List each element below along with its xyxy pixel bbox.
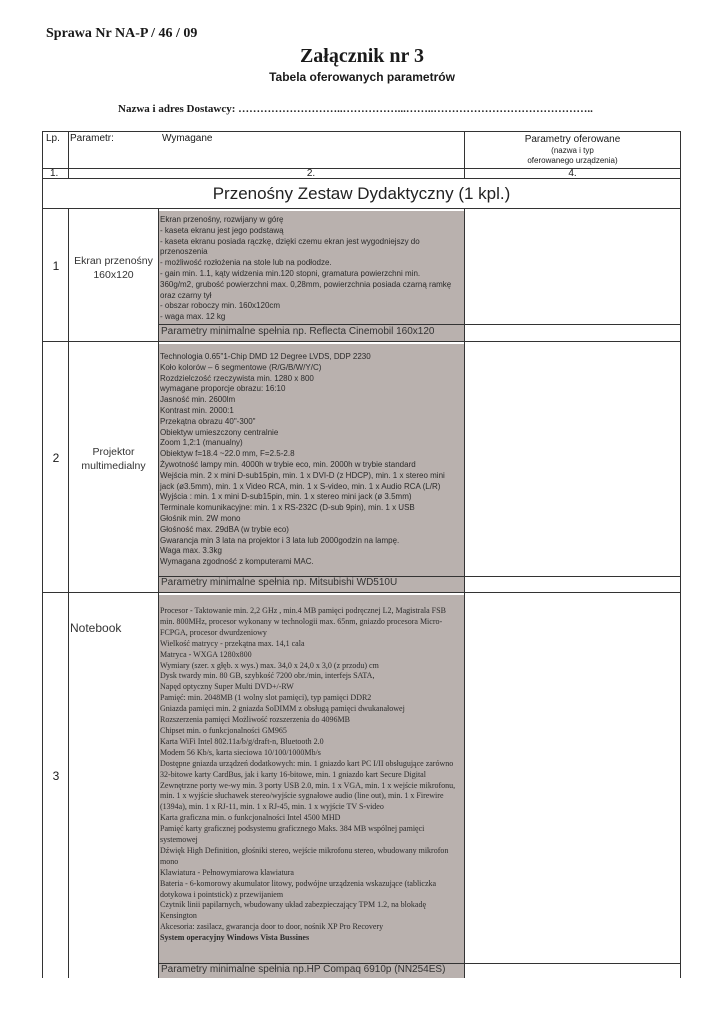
row-3-spec	[160, 606, 462, 944]
spec-line: Czytnik linii papilarnych, wbudowany układ zabezpieczający TPM 1.2, na blokadę	[160, 900, 426, 910]
col-lp-header: Lp.	[46, 133, 60, 144]
spec-line: Ekran przenośny, rozwijany w górę	[160, 215, 284, 224]
spec-line: Modem 56 Kb/s, karta sieciowa 10/100/1000Mb/s	[160, 747, 321, 757]
spec-line: Żywotność lampy min. 4000h w trybie eco, min. 2000h w trybie standard	[160, 459, 416, 469]
spec-line: Wielkość matrycy - przekątna max. 14,1 cala	[160, 638, 305, 648]
spec-line: Pamięć karty graficznej podsystemu graficznego Maks. 384 MB wspólnej pamięci	[160, 824, 425, 834]
row-3-name-line-1: Notebook	[70, 621, 122, 635]
spec-line: Głośność max. 29dBA (w trybie eco)	[160, 524, 289, 534]
spec-line: - waga max. 12 kg	[160, 312, 226, 322]
spec-line: Karta WiFi Intel 802.11a/b/g/draft-n, Bluetooth 2.0	[160, 736, 324, 746]
page-title: Załącznik nr 3	[299, 45, 425, 67]
section-title: Przenośny Zestaw Dydaktyczny (1 kpl.)	[212, 184, 511, 203]
row-2-minimum: Parametry minimalne spełnia np. Mitsubishi WD510U	[161, 577, 398, 588]
row-3-minimum: Parametry minimalne spełnia np.HP Compaq 6910p (NN254ES)	[161, 964, 446, 975]
spec-line: Obiektyw f=18.4 ~22.0 mm, F=2.5-2.8	[160, 449, 295, 459]
row-1-name-line-1: Ekran przenośny	[74, 255, 153, 267]
spec-line: Procesor - Taktowanie min. 2,2 GHz , min.4 MB pamięci podręcznej L2, Magistrala FSB	[160, 606, 446, 615]
col-number-2: 2.	[306, 168, 316, 179]
spec-line: Kontrast min. 2000:1	[160, 405, 234, 415]
col-offered-header: Parametry oferowane	[524, 134, 621, 145]
parameters-table	[42, 131, 681, 978]
spec-line: Matryca - WXGA 1280x800	[160, 649, 252, 659]
col-offered-sub-1: (nazwa i typ	[551, 146, 594, 155]
row-1-name-line-2: 160x120	[93, 269, 134, 281]
spec-line: jack (ø3.5mm), min. 1 x Video RCA, min. 1 x S-video, min. 1 x Audio RCA (L/R)	[160, 481, 441, 491]
spec-line: - kaseta ekranu jest jego podstawą	[160, 225, 284, 235]
spec-line: min. 800MHz, procesor wykonany w technologii max. 65nm, gniazdo procesora Micro-	[160, 616, 443, 626]
spec-line: Akcesoria: zasilacz, gwarancja door to door, nośnik XP Pro Recovery	[160, 922, 384, 932]
spec-line: Karta graficzna min. o funkcjonalności Intel 4500 MHD	[160, 813, 341, 823]
col-required-header: Wymagane	[162, 133, 213, 144]
spec-line: Wymiary (szer. x głęb. x wys.) max. 34,0 x 24,0 x 3,0 (z przodu) cm	[160, 660, 379, 670]
spec-line: Dźwięk High Definition, głośniki stereo, wejście mikrofonu stereo, wbudowany mikrofon	[160, 845, 449, 855]
supplier-line: Nazwa i adres Dostawcy: ………………………..……………...……..……………………………………..	[118, 103, 593, 115]
spec-line: - kaseta ekranu posiada rączkę, dzięki czemu ekran jest wygodniejszy do	[160, 236, 420, 246]
spec-line: Terminale komunikacyjne: min. 1 x RS-232C (D-sub 9pin), min. 1 x USB	[160, 503, 415, 513]
row-2-spec	[160, 352, 462, 568]
spec-line: Chipset min. o funkcjonalności GM965	[160, 725, 287, 735]
spec-line: dotykowa i pointstick) z przewijaniem	[160, 889, 284, 899]
spec-line: (1394a), min. 1 x RJ-11, min. 1 x RJ-45, min. 1 x wyjście TV S-video	[160, 802, 384, 812]
row-1-number: 1	[52, 259, 60, 273]
spec-line: Obiektyw umieszczony centralnie	[160, 427, 279, 437]
spec-line: Rozszerzenia pamięci Możliwość rozszerzenia do 4096MB	[160, 715, 350, 725]
spec-line: Przekątna obrazu 40"-300"	[160, 416, 256, 426]
spec-line: Głośnik min. 2W mono	[160, 513, 241, 523]
spec-line: Rozdzielczość rzeczywista min. 1280 x 800	[160, 373, 314, 383]
col-number-1: 1.	[50, 168, 59, 179]
col-param-header: Parametr:	[70, 133, 114, 144]
spec-line: Dostępne gniazda urządzeń dodatkowych: min. 1 gniazdo kart PC I/II obsługujące zarówno	[160, 758, 454, 768]
col-number-4: 4.	[568, 168, 577, 179]
spec-line: Dysk twardy min. 80 GB, szybkość 7200 obr./min, interfejs SATA,	[160, 671, 375, 681]
row-1-spec	[160, 215, 462, 323]
spec-line: 32-bitowe karty CardBus, jak i karty 16-bitowe, min. 1 gniazdo kart Secure Digital	[160, 769, 426, 779]
case-number: Sprawa Nr NA-P / 46 / 09	[46, 26, 198, 41]
spec-line: Napęd optyczny Super Multi DVD+/-RW	[160, 682, 294, 692]
spec-line: - gain min. 1.1, kąty widzenia min.120 stopni, gramatura powierzchni min.	[160, 268, 421, 278]
spec-line: 360g/m2, grubość powierzchni max. 0,28mm, powierzchnia posiada czarną ramkę	[160, 279, 452, 289]
spec-line: FCPGA, procesor dwurdzeniowy	[160, 627, 267, 637]
spec-line: Koło kolorów – 6 segmentowe (R/G/B/W/Y/C)	[160, 362, 322, 372]
spec-line: Klawiatura - Pełnowymiarowa klawiatura	[160, 867, 294, 877]
spec-line: - możliwość rozłożenia na stole lub na podłodze.	[160, 258, 332, 268]
spec-line: wymagane proporcje obrazu: 16:10	[160, 384, 286, 394]
spec-line: oraz czarny tył	[160, 290, 212, 300]
spec-line: Bateria - 6-komorowy akumulator litowy, podwójne urządzenia wskazujące (tabliczka	[160, 878, 437, 888]
spec-line: Wymagana zgodność z komputerami MAC.	[160, 557, 314, 567]
spec-line: Gniazda pamięci min. 2 gniazda SoDIMM z obsługą pamięci dwukanałowej	[160, 704, 405, 714]
spec-line: System operacyjny Windows Vista Bussines	[160, 933, 310, 943]
spec-line: Technologia 0.65"1-Chip DMD 12 Degree LVDS, DDP 2230	[160, 352, 371, 361]
row-2-number: 2	[52, 451, 60, 465]
spec-line: Wyjścia : min. 1 x mini D-sub15pin, min. 1 x stereo mini jack (ø 3.5mm)	[160, 492, 412, 502]
col-offered-sub-2: oferowanego urządzenia)	[527, 156, 618, 165]
spec-line: Zewnętrzne porty we-wy min. 3 porty USB 2.0, min. 1 x VGA, min. 1 x wejście mikrofonu,	[160, 780, 456, 790]
spec-line: min. 1 x wyjście słuchawek stereo/wyjście sygnałowe audio (line out), min. 1 x Firewire	[160, 791, 444, 801]
row-3-number: 3	[52, 769, 60, 783]
spec-line: Waga max. 3.3kg	[160, 546, 222, 556]
spec-line: systemowej	[160, 835, 198, 845]
spec-line: przenoszenia	[160, 247, 208, 257]
spec-line: Zoom 1,2:1 (manualny)	[160, 438, 243, 448]
spec-line: - obszar roboczy min. 160x120cm	[160, 301, 281, 311]
row-2-name-line-1: Projektor	[92, 446, 135, 458]
spec-line: Kensington	[160, 911, 197, 921]
spec-line: Gwarancja min 3 lata na projektor i 3 lata lub 2000godzin na lampę.	[160, 535, 400, 545]
page-subtitle: Tabela oferowanych parametrów	[269, 70, 455, 84]
row-1-minimum: Parametry minimalne spełnia np. Reflecta Cinemobil 160x120	[161, 326, 435, 337]
spec-line: Jasność min. 2600lm	[160, 395, 236, 405]
spec-line: Wejścia min. 2 x mini D-sub15pin, min. 1 x DVI-D (z HDCP), min. 1 x stereo mini	[160, 470, 445, 480]
spec-line: mono	[160, 856, 179, 866]
spec-line: Pamięć: min. 2048MB (1 wolny slot pamięci), typ pamięci DDR2	[160, 693, 372, 703]
row-2-name-line-2: multimedialny	[81, 460, 146, 472]
